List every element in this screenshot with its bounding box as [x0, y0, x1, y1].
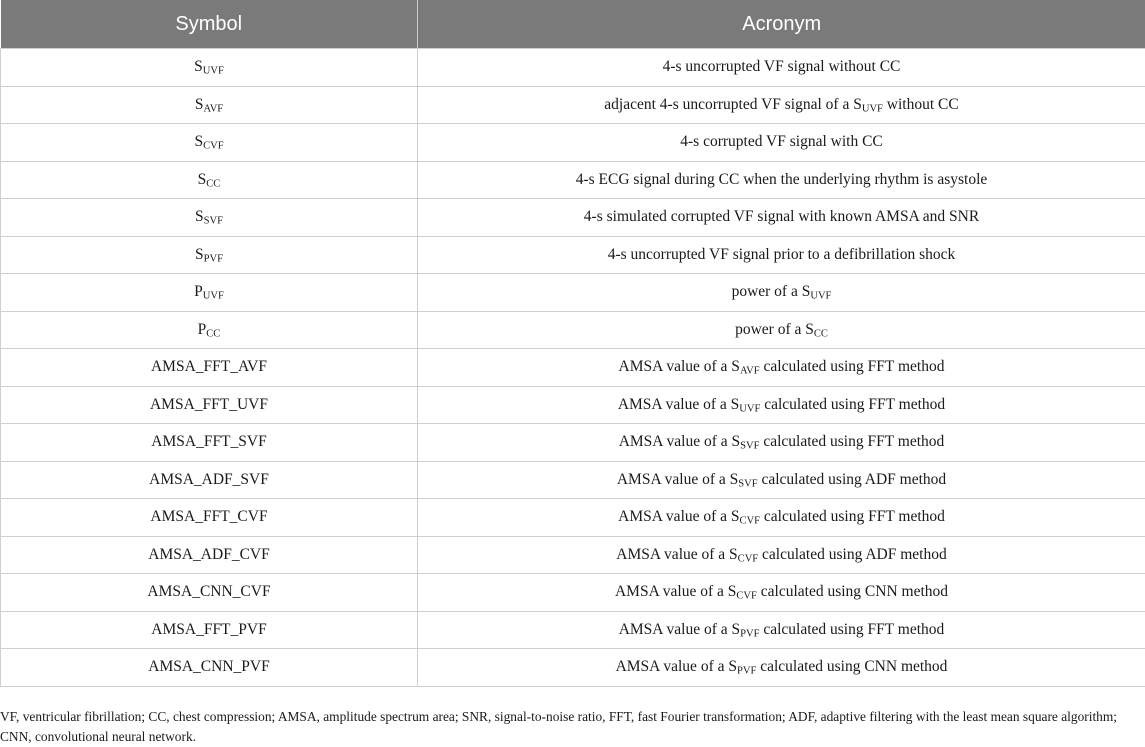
table-row: [1, 461, 1145, 499]
symbol-base: S: [195, 245, 204, 263]
acronym-text-suffix: calculated using FFT method: [760, 395, 946, 413]
table-row: [1, 499, 1145, 537]
symbol-cell: [1, 349, 418, 387]
table-row: [1, 236, 1145, 274]
acronym-cell: [418, 236, 1145, 274]
acronym-cell: [418, 574, 1145, 612]
symbol-cell: [1, 311, 418, 349]
symbol-subscript: CC: [206, 328, 221, 340]
acronym-cell: [418, 86, 1145, 124]
acronym-text: 4-s corrupted VF signal with CC: [680, 133, 883, 151]
table-footnote: VF, ventricular fibrillation; CC, chest compression; AMSA, amplitude spectrum area; SNR, signal-to-noise ratio, FFT, fast Fourier transformation; ADF, adaptive filtering with the least mean square algorithm; CNN, convolutional neural network.: [0, 709, 1117, 744]
symbol-subscript: UVF: [202, 290, 224, 302]
acronym-cell: [418, 124, 1145, 162]
acronym-text: 4-s uncorrupted VF signal prior to a defibrillation shock: [607, 245, 956, 263]
symbol-cell: [1, 274, 418, 312]
table-row: [1, 386, 1145, 424]
table-row: [1, 649, 1145, 687]
symbol-cell: [1, 199, 418, 237]
table-row: [1, 611, 1145, 649]
acronym-cell: [418, 536, 1145, 574]
symbol-base: S: [197, 170, 207, 188]
acronym-cell: [418, 311, 1145, 349]
acronym-subscript: UVF: [739, 403, 761, 415]
symbol-cell: [1, 611, 418, 649]
symbol-cell: [1, 536, 418, 574]
header-row: [1, 0, 1145, 49]
acronym-text: 4-s uncorrupted VF signal without CC: [662, 58, 901, 76]
symbol-base: S: [194, 133, 204, 151]
symbol-subscript: AVF: [203, 103, 224, 115]
acronym-subscript: AVF: [739, 365, 760, 377]
table-row: [1, 311, 1145, 349]
acronym-text-suffix: calculated using FFT method: [760, 508, 945, 526]
symbol-cell: [1, 124, 418, 162]
table-row: [1, 274, 1145, 312]
symbol-cell: [1, 424, 418, 462]
acronym-cell: [418, 349, 1145, 387]
symbol-cell: [1, 386, 418, 424]
acronym-text: power of a S: [731, 283, 811, 301]
acronym-cell: [418, 199, 1145, 237]
acronym-subscript: UVF: [810, 290, 832, 302]
symbol-base: AMSA_ADF_SVF: [149, 470, 269, 488]
symbol-base: AMSA_FFT_PVF: [151, 620, 267, 638]
symbol-base: AMSA_CNN_CVF: [147, 583, 271, 601]
table-row: [1, 349, 1145, 387]
symbol-cell: [1, 499, 418, 537]
symbol-base: S: [195, 208, 204, 226]
acronym-subscript: CVF: [737, 553, 759, 565]
table-row: [1, 86, 1145, 124]
acronym-cell: [418, 274, 1145, 312]
header-acronym: Acronym: [418, 0, 1145, 49]
acronym-cell: [418, 424, 1145, 462]
symbol-base: S: [194, 58, 203, 76]
symbol-cell: [1, 461, 418, 499]
symbol-cell: [1, 649, 418, 687]
symbol-base: S: [194, 95, 204, 113]
acronym-text-suffix: without CC: [882, 95, 959, 113]
acronym-text: AMSA value of a S: [614, 583, 737, 601]
acronym-cell: [418, 161, 1145, 199]
acronym-text-suffix: calculated using CNN method: [756, 583, 949, 601]
acronym-text: adjacent 4-s uncorrupted VF signal of a S: [604, 95, 862, 113]
acronym-text: AMSA value of a S: [618, 620, 741, 638]
symbol-base: AMSA_FFT_SVF: [151, 433, 267, 451]
table-row: [1, 424, 1145, 462]
table-body: [1, 49, 1145, 687]
symbol-base: P: [194, 283, 203, 301]
acronym-cell: [418, 611, 1145, 649]
symbol-base: AMSA_FFT_UVF: [149, 395, 268, 413]
acronym-text-suffix: calculated using ADF method: [758, 545, 947, 563]
acronym-cell: [418, 461, 1145, 499]
acronym-cell: [418, 649, 1145, 687]
acronym-text-suffix: calculated using CNN method: [756, 658, 948, 676]
acronym-text-suffix: calculated using FFT method: [759, 433, 945, 451]
symbol-cell: [1, 574, 418, 612]
acronym-text: AMSA value of a S: [618, 433, 741, 451]
symbol-cell: [1, 236, 418, 274]
acronym-cell: [418, 386, 1145, 424]
acronym-text: AMSA value of a S: [617, 395, 740, 413]
symbol-subscript: CVF: [203, 140, 224, 152]
acronym-text: AMSA value of a S: [616, 470, 739, 488]
acronym-subscript: CVF: [739, 515, 761, 527]
symbol-cell: [1, 161, 418, 199]
acronym-subscript: CVF: [736, 590, 757, 602]
acronym-text-suffix: calculated using ADF method: [757, 470, 947, 488]
symbol-subscript: PVF: [203, 253, 223, 265]
acronym-text: AMSA value of a S: [618, 358, 740, 376]
table-row: [1, 536, 1145, 574]
acronym-text: 4-s simulated corrupted VF signal with known AMSA and SNR: [583, 208, 980, 226]
acronym-text: power of a S: [735, 320, 814, 338]
acronym-subscript: PVF: [740, 628, 760, 640]
acronym-subscript: SVF: [738, 478, 758, 490]
acronym-text: AMSA value of a S: [616, 545, 738, 563]
acronym-subscript: UVF: [861, 103, 883, 115]
symbol-base: AMSA_FFT_CVF: [150, 508, 268, 526]
symbol-cell: [1, 49, 418, 87]
acronym-subscript: PVF: [736, 665, 757, 677]
acronym-subscript: CC: [813, 328, 828, 340]
table-row: [1, 574, 1145, 612]
acronym-cell: [418, 49, 1145, 87]
table-row: [1, 124, 1145, 162]
symbol-base: P: [197, 320, 207, 338]
symbol-subscript: UVF: [202, 65, 224, 77]
symbol-base: AMSA_ADF_CVF: [148, 545, 270, 563]
header-symbol: Symbol: [1, 0, 418, 49]
acronym-subscript: SVF: [740, 440, 760, 452]
acronym-text: AMSA value of a S: [615, 658, 737, 676]
acronym-text: AMSA value of a S: [618, 508, 740, 526]
symbol-base: AMSA_CNN_PVF: [148, 658, 270, 676]
symbol-subscript: SVF: [203, 215, 223, 227]
acronym-text-suffix: calculated using FFT method: [759, 620, 945, 638]
acronym-cell: [418, 499, 1145, 537]
acronym-text-suffix: calculated using FFT method: [759, 358, 945, 376]
symbol-cell: [1, 86, 418, 124]
acronym-text: 4-s ECG signal during CC when the underlying rhythm is asystole: [575, 170, 988, 188]
table-row: [1, 161, 1145, 199]
table-row: [1, 199, 1145, 237]
table-row: [1, 49, 1145, 87]
symbol-subscript: CC: [206, 178, 221, 190]
symbol-base: AMSA_FFT_AVF: [150, 358, 267, 376]
